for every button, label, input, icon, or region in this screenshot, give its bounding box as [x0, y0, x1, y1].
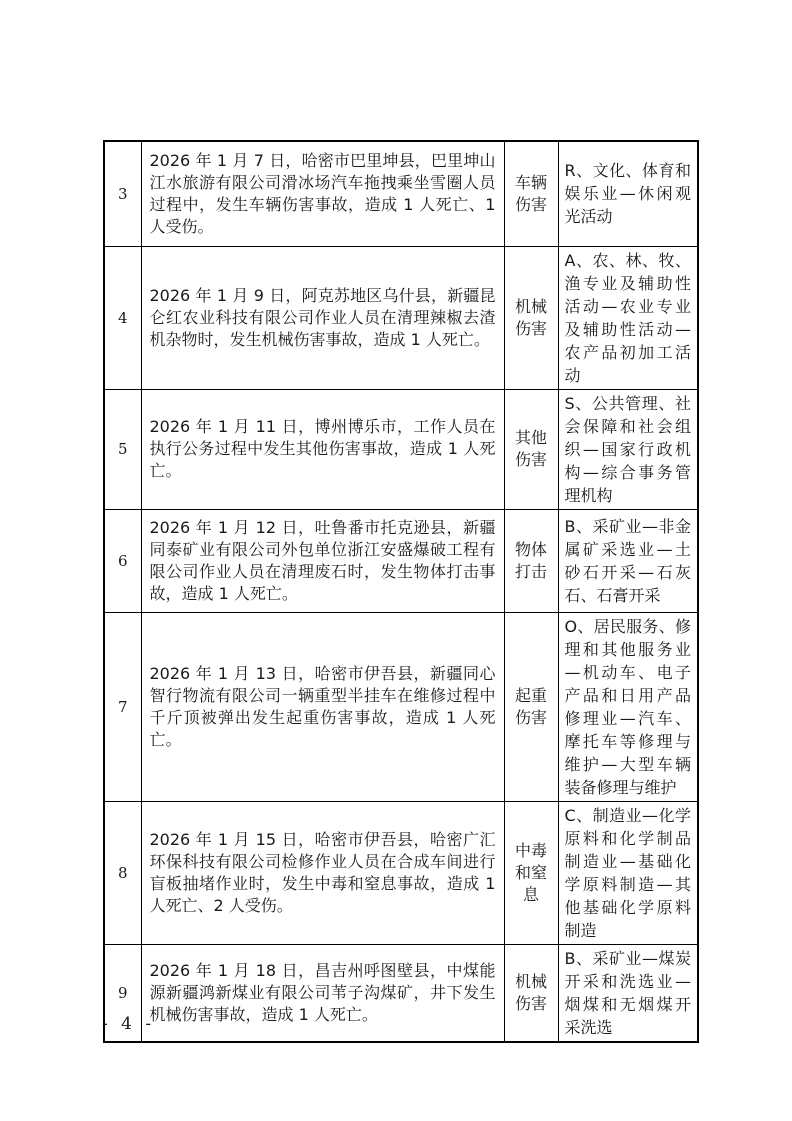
description-cell: 2026 年 1 月 11 日，博州博乐市，工作人员在执行公务过程中发生其他伤害事故，造成 1 人死亡。	[141, 389, 504, 509]
table-row	[104, 509, 698, 612]
accident-table	[103, 140, 699, 1043]
description-cell: 2026 年 1 月 13 日，哈密市伊吾县，新疆同心智行物流有限公司一辆重型半挂车在维修过程中千斤顶被弹出发生起重伤害事故，造成 1 人死亡。	[141, 612, 504, 801]
industry-cell: S、公共管理、社会保障和社会组织—国家行政机构—综合事务管理机构	[558, 389, 698, 509]
injury-type-cell: 物体打击	[504, 509, 558, 612]
injury-type-cell: 车辆伤害	[504, 141, 558, 246]
row-number-cell: 8	[104, 801, 141, 944]
description-cell: 2026 年 1 月 18 日，昌吉州呼图壁县，中煤能源新疆鸿新煤业有限公司苇子沟煤矿，井下发生机械伤害事故，造成 1 人死亡。	[141, 944, 504, 1042]
industry-cell: R、文化、体育和娱乐业—休闲观光活动	[558, 141, 698, 246]
industry-cell: B、采矿业—煤炭开采和洗选业—烟煤和无烟煤开采洗选	[558, 944, 698, 1042]
injury-type-cell: 机械伤害	[504, 944, 558, 1042]
industry-cell: B、采矿业—非金属矿采选业—土砂石开采—石灰石、石膏开采	[558, 509, 698, 612]
industry-cell: O、居民服务、修理和其他服务业—机动车、电子产品和日用产品修理业—汽车、摩托车等修理与维护—大型车辆装备修理与维护	[558, 612, 698, 801]
row-number-cell: 7	[104, 612, 141, 801]
table-row	[104, 141, 698, 246]
industry-cell: A、农、林、牧、渔专业及辅助性活动—农业专业及辅助性活动—农产品初加工活动	[558, 246, 698, 389]
description-cell: 2026 年 1 月 9 日，阿克苏地区乌什县，新疆昆仑红农业科技有限公司作业人员在清理辣椒去渣机杂物时，发生机械伤害事故，造成 1 人死亡。	[141, 246, 504, 389]
row-number-cell: 4	[104, 246, 141, 389]
injury-type-cell: 中毒和窒息	[504, 801, 558, 944]
description-cell: 2026 年 1 月 12 日，吐鲁番市托克逊县，新疆同泰矿业有限公司外包单位浙江安盛爆破工程有限公司作业人员在清理废石时，发生物体打击事故，造成 1 人死亡。	[141, 509, 504, 612]
row-number-cell: 3	[104, 141, 141, 246]
table-row	[104, 612, 698, 801]
row-number-cell: 9	[104, 944, 141, 1042]
table-row	[104, 389, 698, 509]
table-row	[104, 944, 698, 1042]
page-number: - 4 -	[102, 1014, 156, 1034]
description-cell: 2026 年 1 月 7 日，哈密市巴里坤县，巴里坤山江水旅游有限公司滑冰场汽车拖拽乘坐雪圈人员过程中，发生车辆伤害事故，造成 1 人死亡、1 人受伤。	[141, 141, 504, 246]
industry-cell: C、制造业—化学原料和化学制品制造业—基础化学原料制造—其他基础化学原料制造	[558, 801, 698, 944]
row-number-cell: 6	[104, 509, 141, 612]
row-number-cell: 5	[104, 389, 141, 509]
table-row	[104, 801, 698, 944]
injury-type-cell: 机械伤害	[504, 246, 558, 389]
injury-type-cell: 起重伤害	[504, 612, 558, 801]
table-row	[104, 246, 698, 389]
description-cell: 2026 年 1 月 15 日，哈密市伊吾县，哈密广汇环保科技有限公司检修作业人员在合成车间进行盲板抽堵作业时，发生中毒和窒息事故，造成 1 人死亡、2 人受伤。	[141, 801, 504, 944]
injury-type-cell: 其他伤害	[504, 389, 558, 509]
